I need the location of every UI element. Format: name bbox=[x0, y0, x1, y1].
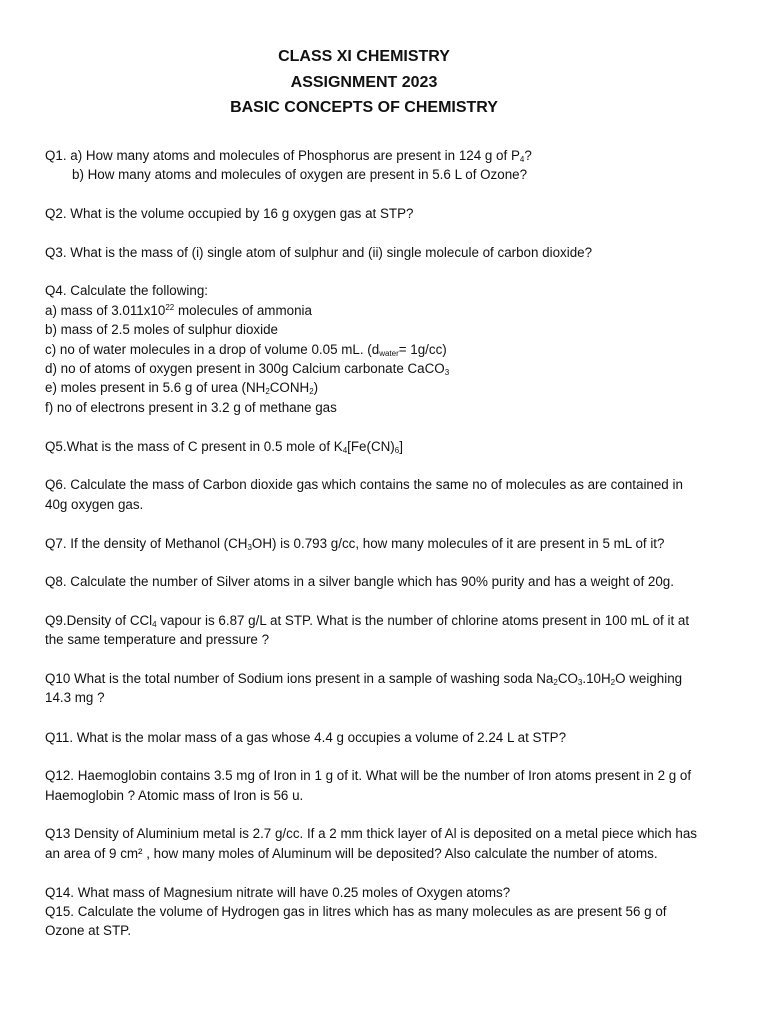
question-12-line1: Q12. Haemoglobin contains 3.5 mg of Iron in 1 g of it. What will be the number of Iron atoms present in 2 g of bbox=[45, 768, 692, 783]
question-2: Q2. What is the volume occupied by 16 g oxygen gas at STP? bbox=[45, 206, 414, 221]
question-8: Q8. Calculate the number of Silver atoms in a silver bangle which has 90% purity and has a weight of 20g. bbox=[45, 574, 674, 589]
header-class: CLASS XI CHEMISTRY bbox=[278, 48, 450, 65]
question-7: Q7. If the density of Methanol $(CH_3OH)$ is 0.793 g/cc, how many molecules of it are present in 5 mL of it? bbox=[45, 536, 665, 552]
question-15-line2: Ozone at STP. bbox=[45, 923, 132, 938]
question-4c: c) no of water molecules in a drop of volume 0.05 mL. $(d_{water}= 1g/cc)$ bbox=[45, 342, 447, 358]
question-4f: f) no of electrons present in 3.2 g of methane gas bbox=[45, 400, 337, 415]
question-4-intro: Q4. Calculate the following: bbox=[45, 283, 209, 298]
question-3: Q3. What is the mass of (i) single atom of sulphur and (ii) single molecule of carbon dioxide? bbox=[45, 245, 593, 260]
question-6-line1: Q6. Calculate the mass of Carbon dioxide gas which contains the same no of molecules as are contained in bbox=[45, 477, 683, 492]
question-9-line2: the same temperature and pressure ? bbox=[45, 632, 270, 647]
header-topic: BASIC CONCEPTS OF CHEMISTRY bbox=[230, 99, 498, 116]
question-13-line2: an area of 9 cm² , how many moles of Aluminum will be deposited? Also calculate the number of atoms. bbox=[45, 846, 658, 861]
question-11: Q11. What is the molar mass of a gas whose 4.4 g occupies a volume of 2.24 L at STP? bbox=[45, 730, 567, 745]
question-4b: b) mass of 2.5 moles of sulphur dioxide bbox=[45, 322, 278, 337]
question-4a: a) mass of $3.011x10^{22}$ molecules of ammonia bbox=[45, 303, 312, 318]
header-assignment: ASSIGNMENT 2023 bbox=[290, 74, 438, 91]
question-4d: d) no of atoms of oxygen present in 300g Calcium carbonate CaCO$_3$ bbox=[45, 361, 450, 377]
question-12-line2: Haemoglobin ? Atomic mass of Iron is 56 u. bbox=[45, 788, 304, 803]
question-4e: e) moles present in 5.6 g of urea $(NH_2CONH_2)$ bbox=[45, 380, 319, 396]
question-10-line1: Q10 What is the total number of Sodium ions present in a sample of washing soda $Na_2CO_3.10H_2O$ weighing bbox=[45, 671, 683, 687]
question-6-line2: 40g oxygen gas. bbox=[45, 497, 144, 512]
question-14: Q14. What mass of Magnesium nitrate will have 0.25 moles of Oxygen atoms? bbox=[45, 885, 511, 900]
question-1a: Q1. a) How many atoms and molecules of Phosphorus are present in 124 g of $P_4$? bbox=[45, 148, 532, 164]
question-15-line1: Q15. Calculate the volume of Hydrogen gas in litres which has as many molecules as are present 56 g of bbox=[45, 904, 667, 919]
question-9-line1: Q9.Density of CCl$_4$ vapour is 6.87 g/L at STP. What is the number of chlorine atoms present in 100 mL of it at bbox=[45, 613, 690, 629]
question-10-line2: 14.3 mg ? bbox=[45, 690, 105, 705]
question-13-line1: Q13 Density of Aluminium metal is 2.7 g/cc. If a 2 mm thick layer of Al is deposited on a metal piece which has bbox=[45, 826, 697, 841]
question-5: Q5.What is the mass of C present in 0.5 mole of $K_4[Fe(CN)_6]$ bbox=[45, 439, 403, 455]
question-1b: b) How many atoms and molecules of oxygen are present in 5.6 L of Ozone? bbox=[72, 167, 528, 182]
